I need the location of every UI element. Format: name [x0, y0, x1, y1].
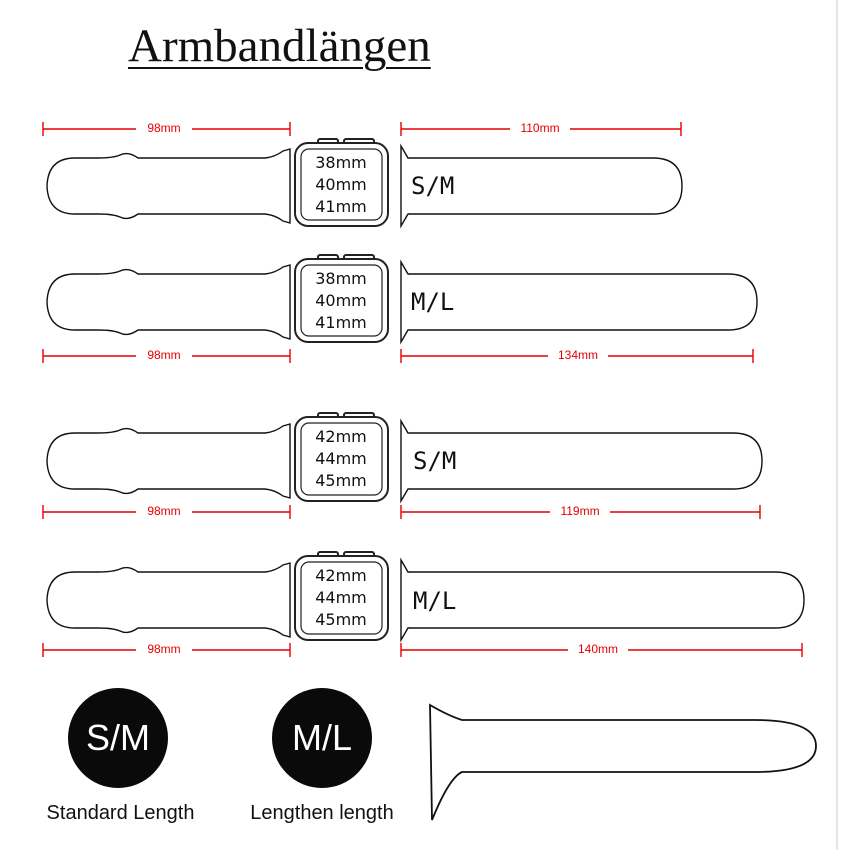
row-1-small-sm — [43, 121, 682, 226]
row-4-size-3: 45mm — [315, 610, 367, 629]
row-4-large-ml — [43, 552, 804, 657]
row-2-short-strap — [47, 265, 290, 339]
row-2-short-dim-label: 98mm — [147, 348, 181, 363]
row-2-watch-case — [295, 255, 388, 342]
row-4-size-1: 42mm — [315, 566, 367, 585]
row-3-large-sm — [43, 413, 762, 519]
row-4-short-strap — [47, 563, 290, 637]
row-4-long-strap — [401, 560, 804, 640]
ml-badge: M/L — [272, 688, 372, 788]
row-1-short-strap — [47, 149, 290, 223]
row-2-long-dimension — [401, 348, 753, 363]
row-2-size-3: 41mm — [315, 313, 367, 332]
row-3-short-dimension — [43, 504, 290, 519]
row-3-fit-label: S/M — [413, 447, 457, 475]
row-3-size-1: 42mm — [315, 427, 367, 446]
row-4-long-dim-label: 140mm — [577, 642, 619, 657]
row-3-watch-case — [295, 413, 388, 501]
row-4-short-dim-label: 98mm — [147, 642, 181, 657]
row-2-long-dim-label: 134mm — [557, 348, 599, 363]
row-2-short-dimension — [43, 348, 290, 363]
sm-caption: Standard Length — [46, 802, 195, 824]
ml-caption: Lengthen length — [250, 802, 394, 824]
row-3-short-strap — [47, 424, 290, 498]
page-title: Armbandlängen — [128, 20, 431, 72]
row-1-size-1: 38mm — [315, 153, 367, 172]
row-4-size-2: 44mm — [315, 588, 367, 607]
sm-badge: S/M — [68, 688, 168, 788]
row-2-long-strap — [401, 262, 757, 342]
row-2-size-2: 40mm — [315, 291, 367, 310]
row-3-size-3: 45mm — [315, 471, 367, 490]
row-3-long-dim-label: 119mm — [560, 504, 600, 519]
row-4-long-dimension — [401, 642, 802, 657]
row-4-watch-case — [295, 552, 388, 640]
row-1-short-dimension — [43, 121, 290, 136]
row-2-small-ml — [43, 255, 757, 363]
row-3-short-dim-label: 98mm — [147, 504, 181, 519]
row-1-long-dim-label: 110mm — [520, 121, 560, 136]
row-1-long-dimension — [401, 121, 681, 136]
row-1-short-dim-label: 98mm — [147, 121, 181, 136]
row-1-size-2: 40mm — [315, 175, 367, 194]
row-1-size-3: 41mm — [315, 197, 367, 216]
row-3-long-dimension — [401, 504, 760, 519]
row-4-short-dimension — [43, 642, 290, 657]
large-strap-illustration — [430, 705, 816, 820]
row-1-watch-case — [295, 139, 388, 226]
row-1-fit-label: S/M — [411, 172, 455, 200]
row-2-size-1: 38mm — [315, 269, 367, 288]
row-2-fit-label: M/L — [411, 288, 455, 316]
row-4-fit-label: M/L — [413, 587, 457, 615]
row-3-size-2: 44mm — [315, 449, 367, 468]
